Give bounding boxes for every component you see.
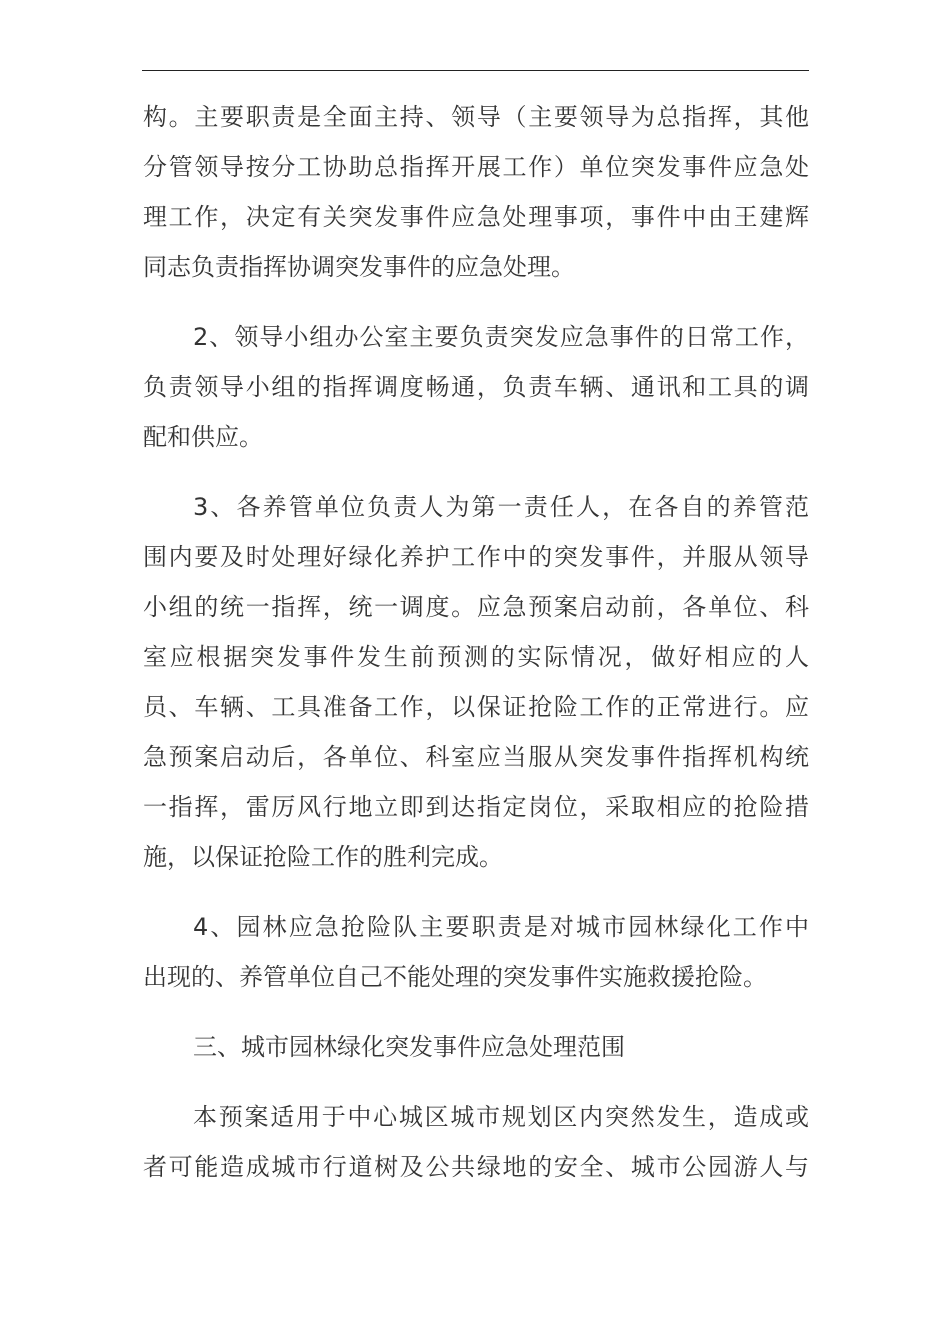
paragraph-line: 3、各养管单位负责人为第一责任人，在各自的养管范 xyxy=(193,493,809,521)
paragraph-line: 理工作，决定有关突发事件应急处理事项，事件中由王建辉 xyxy=(143,203,809,231)
document-body xyxy=(143,92,809,1192)
paragraph-line: 构。主要职责是全面主持、领导（主要领导为总指挥，其他 xyxy=(143,103,809,131)
paragraph xyxy=(143,1092,809,1192)
paragraph-line: 者可能造成城市行道树及公共绿地的安全、城市公园游人与 xyxy=(143,1153,809,1181)
header-rule xyxy=(142,70,809,71)
paragraph xyxy=(143,92,809,292)
paragraph-line: 出现的、养管单位自己不能处理的突发事件实施救援抢险。 xyxy=(143,963,767,991)
paragraph-line: 三、城市园林绿化突发事件应急处理范围 xyxy=(193,1033,625,1061)
paragraph-line: 施，以保证抢险工作的胜利完成。 xyxy=(143,843,503,871)
paragraph-line: 负责领导小组的指挥调度畅通，负责车辆、通讯和工具的调 xyxy=(143,373,809,401)
paragraph xyxy=(143,1022,809,1072)
paragraph xyxy=(143,482,809,882)
paragraph-line: 室应根据突发事件发生前预测的实际情况，做好相应的人 xyxy=(143,643,809,671)
paragraph-line: 4、园林应急抢险队主要职责是对城市园林绿化工作中 xyxy=(193,913,809,941)
paragraph xyxy=(143,312,809,462)
paragraph-line: 配和供应。 xyxy=(143,423,263,451)
paragraph-line: 分管领导按分工协助总指挥开展工作）单位突发事件应急处 xyxy=(143,153,809,181)
paragraph-line: 一指挥，雷厉风行地立即到达指定岗位，采取相应的抢险措 xyxy=(143,793,809,821)
paragraph-line: 员、车辆、工具准备工作，以保证抢险工作的正常进行。应 xyxy=(143,693,809,721)
paragraph xyxy=(143,902,809,1002)
paragraph-line: 本预案适用于中心城区城市规划区内突然发生，造成或 xyxy=(193,1103,809,1131)
paragraph-line: 小组的统一指挥，统一调度。应急预案启动前，各单位、科 xyxy=(143,593,809,621)
paragraph-line: 急预案启动后，各单位、科室应当服从突发事件指挥机构统 xyxy=(143,743,809,771)
paragraph-line: 同志负责指挥协调突发事件的应急处理。 xyxy=(143,253,575,281)
paragraph-line: 2、领导小组办公室主要负责突发应急事件的日常工作， xyxy=(193,323,809,351)
paragraph-line: 围内要及时处理好绿化养护工作中的突发事件，并服从领导 xyxy=(143,543,809,571)
